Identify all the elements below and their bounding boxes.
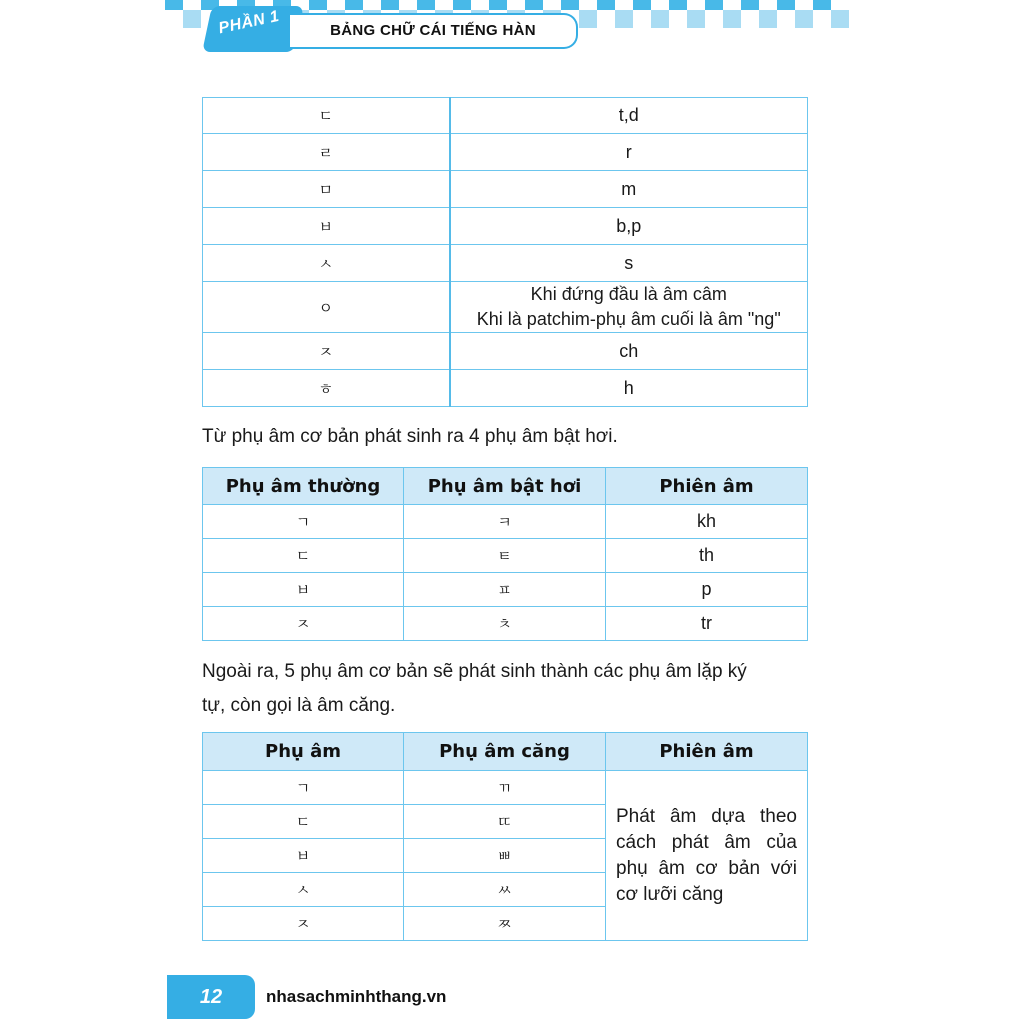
jamo-cell: ㅌ <box>404 539 606 573</box>
checker-square <box>705 0 723 10</box>
jamo-cell: ㅃ <box>404 839 606 873</box>
jamo-cell: ㅎ <box>203 370 450 407</box>
sound-line: Khi đứng đầu là âm câm <box>530 284 727 304</box>
table-row <box>203 771 808 805</box>
jamo-cell: ㄷ <box>203 805 404 839</box>
publisher-site: nhasachminhthang.vn <box>266 987 447 1006</box>
paragraph-line: tự, còn gọi là âm căng. <box>202 695 396 716</box>
checker-square <box>381 0 399 10</box>
checker-square <box>597 0 615 10</box>
checker-square <box>831 10 849 28</box>
jamo-cell: ㄸ <box>404 805 606 839</box>
page-number: 12 <box>199 986 223 1008</box>
jamo-cell: ㅁ <box>203 171 450 208</box>
sound-cell: r <box>450 134 808 171</box>
checker-square <box>687 10 705 28</box>
checker-square <box>741 0 759 10</box>
table-row <box>203 370 808 407</box>
checker-square <box>525 0 543 10</box>
table-row <box>203 539 808 573</box>
sound-cell: m <box>450 171 808 208</box>
tense-consonant-table <box>202 732 808 941</box>
column-header: Phiên âm <box>606 733 808 771</box>
table-row <box>203 333 808 370</box>
sound-cell: b,p <box>450 208 808 245</box>
sound-cell <box>450 282 808 333</box>
column-header: Phụ âm căng <box>404 733 606 771</box>
checker-square <box>723 10 741 28</box>
column-header: Phiên âm <box>606 468 808 505</box>
checker-square <box>165 0 183 10</box>
checker-square <box>417 0 435 10</box>
transcription-cell: p <box>606 573 808 607</box>
sound-cell: ch <box>450 333 808 370</box>
checker-square <box>579 10 597 28</box>
transcription-note: Phát âm dựa theo cách phát âm của phụ âm cơ bản với cơ lưỡi căng <box>606 771 808 941</box>
jamo-cell: ㅈ <box>203 907 404 941</box>
checker-square <box>813 0 831 10</box>
transcription-cell: kh <box>606 505 808 539</box>
jamo-cell: ㄹ <box>203 134 450 171</box>
jamo-cell: ㄷ <box>203 98 450 134</box>
table-row <box>203 282 808 333</box>
transcription-cell: th <box>606 539 808 573</box>
checker-square <box>615 10 633 28</box>
table-header-row <box>203 468 808 505</box>
section-tag <box>202 6 304 52</box>
column-header: Phụ âm thường <box>203 468 404 505</box>
jamo-cell: ㅍ <box>404 573 606 607</box>
jamo-cell: ㅂ <box>203 573 404 607</box>
jamo-cell: ㄲ <box>404 771 606 805</box>
jamo-cell: ㅉ <box>404 907 606 941</box>
jamo-cell: ㅂ <box>203 839 404 873</box>
checker-square <box>651 10 669 28</box>
jamo-cell: ㅋ <box>404 505 606 539</box>
checker-square <box>777 0 795 10</box>
checker-square <box>669 0 687 10</box>
section-tag-label: PHẦN 1 <box>217 7 281 38</box>
sound-cell: s <box>450 245 808 282</box>
jamo-cell: ㅅ <box>203 873 404 907</box>
checker-square <box>453 0 471 10</box>
checker-square <box>489 0 507 10</box>
page-number-tab <box>167 975 255 1019</box>
table-row <box>203 134 808 171</box>
checker-square <box>759 10 777 28</box>
paragraph-aspirated-intro: Từ phụ âm cơ bản phát sinh ra 4 phụ âm bật hơi. <box>202 426 618 447</box>
column-header: Phụ âm bật hơi <box>404 468 606 505</box>
jamo-cell: ㅂ <box>203 208 450 245</box>
transcription-cell: tr <box>606 607 808 641</box>
table-row <box>203 98 808 134</box>
checker-square <box>633 0 651 10</box>
sound-cell: t,d <box>450 98 808 134</box>
checker-square <box>183 10 201 28</box>
aspirated-consonant-table <box>202 467 808 641</box>
table-row <box>203 505 808 539</box>
table-row <box>203 171 808 208</box>
checker-square <box>795 10 813 28</box>
consonant-table <box>202 97 808 407</box>
header-title-box <box>290 13 578 49</box>
jamo-cell: ㄷ <box>203 539 404 573</box>
jamo-cell: ㅅ <box>203 245 450 282</box>
jamo-cell: ㅊ <box>404 607 606 641</box>
jamo-cell: ㅈ <box>203 607 404 641</box>
checker-square <box>561 0 579 10</box>
checker-square <box>345 0 363 10</box>
table-header-row <box>203 733 808 771</box>
jamo-cell: ㅈ <box>203 333 450 370</box>
page-title: BẢNG CHỮ CÁI TIẾNG HÀN <box>330 22 536 39</box>
table-row <box>203 573 808 607</box>
column-header: Phụ âm <box>203 733 404 771</box>
jamo-cell: ㅆ <box>404 873 606 907</box>
sound-line: Khi là patchim-phụ âm cuối là âm "ng" <box>476 309 781 329</box>
jamo-cell: ㅇ <box>203 282 450 333</box>
table-row <box>203 607 808 641</box>
paragraph-line: Ngoài ra, 5 phụ âm cơ bản sẽ phát sinh thành các phụ âm lặp ký <box>202 661 747 682</box>
table-row <box>203 208 808 245</box>
table-row <box>203 245 808 282</box>
paragraph-tense-intro <box>202 655 747 723</box>
checker-square <box>309 0 327 10</box>
jamo-cell: ㄱ <box>203 771 404 805</box>
jamo-cell: ㄱ <box>203 505 404 539</box>
sound-cell: h <box>450 370 808 407</box>
